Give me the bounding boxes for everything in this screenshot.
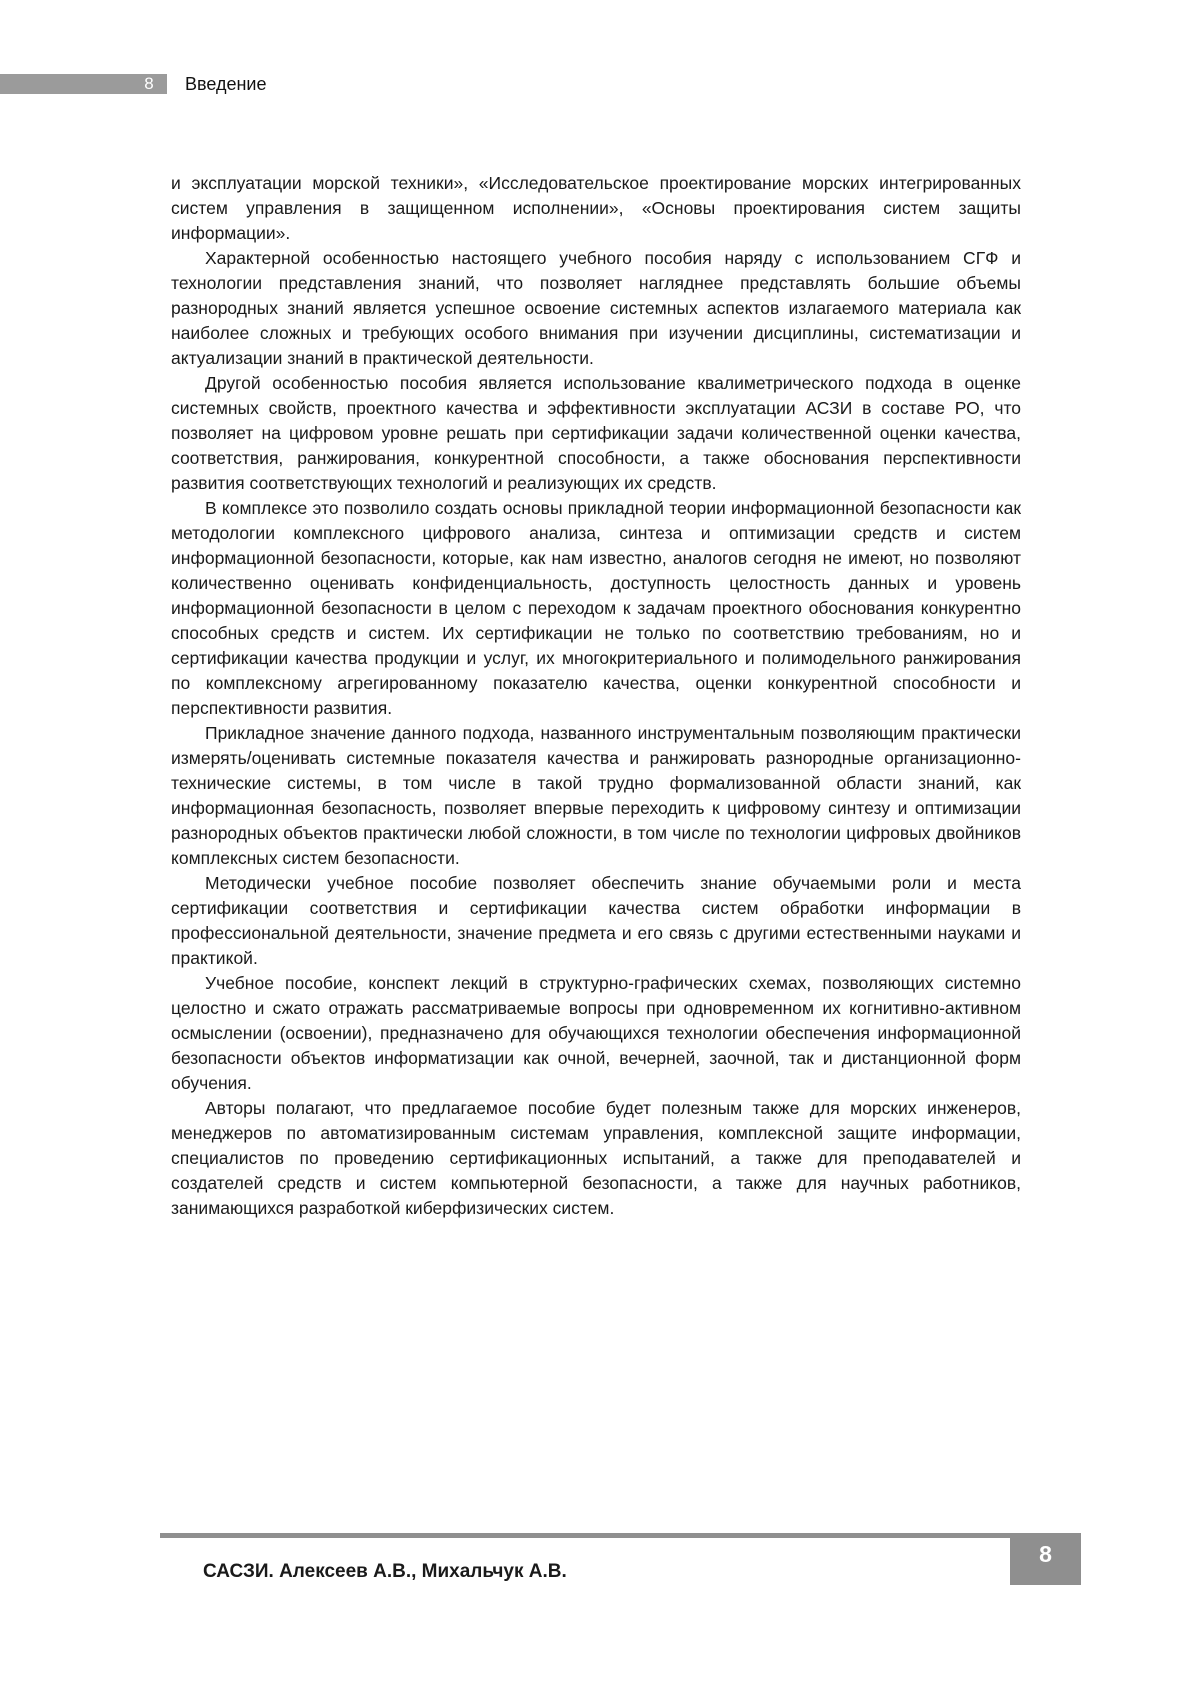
paragraph: Методически учебное пособие позволяет обеспечить знание обучаемыми роли и места сертификации соответствия и сертификации качества систем обработки информации в профессиональной деятельности, значение предмета и его связь с другими естественными науками и практикой.	[171, 873, 1021, 968]
header-page-number: 8	[144, 74, 154, 93]
paragraph: Учебное пособие, конспект лекций в структурно-графических схемах, позволяющих системно целостно и сжато отражать рассматриваемые вопросы при одновременном их когнитивно-активном осмыслении (освоении), предназначено для обучающихся технологии обеспечения информационной безопасности объектов информатизации как очной, вечерней, заочной, так и дистанционной форм обучения.	[171, 973, 1021, 1093]
paragraph: Другой особенностью пособия является использование квалиметрического подхода в оценке системных свойств, проектного качества и эффективности эксплуатации АСЗИ в составе РО, что позволяет на цифровом уровне решать при сертификации задачи количественной оценки качества, соответствия, ранжирования, конкурентной способности, а также обоснования перспективности развития соответствующих технологий и реализующих их средств.	[171, 373, 1021, 493]
footer-rule	[160, 1533, 1010, 1538]
footer-author-line: САСЗИ. Алексеев А.В., Михальчук А.В.	[203, 1561, 567, 1582]
paragraph: Авторы полагают, что предлагаемое пособие будет полезным также для морских инженеров, менеджеров по автоматизированным системам управления, комплексной защите информации, специалистов по проведению сертификационных испытаний, а также для преподавателей и создателей средств и систем компьютерной безопасности, а также для научных работников, занимающихся разработкой киберфизических систем.	[171, 1098, 1021, 1218]
body-text	[171, 171, 1021, 1221]
paragraph: Прикладное значение данного подхода, названного инструментальным позволяющим практически измерять/оценивать системные показателя качества и ранжировать разнородные организационно-технические системы, в том числе в такой трудно формализованной области знаний, как информационная безопасность, позволяет впервые переходить к цифровому синтезу и оптимизации разнородных объектов практически любой сложности, в том числе по технологии цифровых двойников комплексных систем безопасности.	[171, 723, 1021, 868]
section-title: Введение	[185, 74, 267, 94]
footer-page-number: 8	[1010, 1533, 1081, 1585]
paragraph: Характерной особенностью настоящего учебного пособия наряду с использованием СГФ и технологии представления знаний, что позволяет нагляднее представлять большие объемы разнородных знаний является успешное освоение системных аспектов излагаемого материала как наиболее сложных и требующих особого внимания при изучении дисциплины, систематизации и актуализации знаний в практической деятельности.	[171, 248, 1021, 368]
paragraph: и эксплуатации морской техники», «Исследовательское проектирование морских интегрированных систем управления в защищенном исполнении», «Основы проектирования систем защиты информации».	[171, 173, 1021, 243]
paragraph: В комплексе это позволило создать основы прикладной теории информационной безопасности как методологии комплексного цифрового анализа, синтеза и оптимизации средств и систем информационной безопасности, которые, как нам известно, аналогов сегодня не имеют, но позволяют количественно оценивать конфиденциальность, доступность целостность данных и уровень информационной безопасности в целом с переходом к задачам проектного обоснования конкурентно способных средств и систем. Их сертификации не только по соответствию требованиям, но и сертификации качества продукции и услуг, их многокритериального и полимодельного ранжирования по комплексному агрегированному показателю качества, оценки конкурентной способности и перспективности развития.	[171, 498, 1021, 718]
